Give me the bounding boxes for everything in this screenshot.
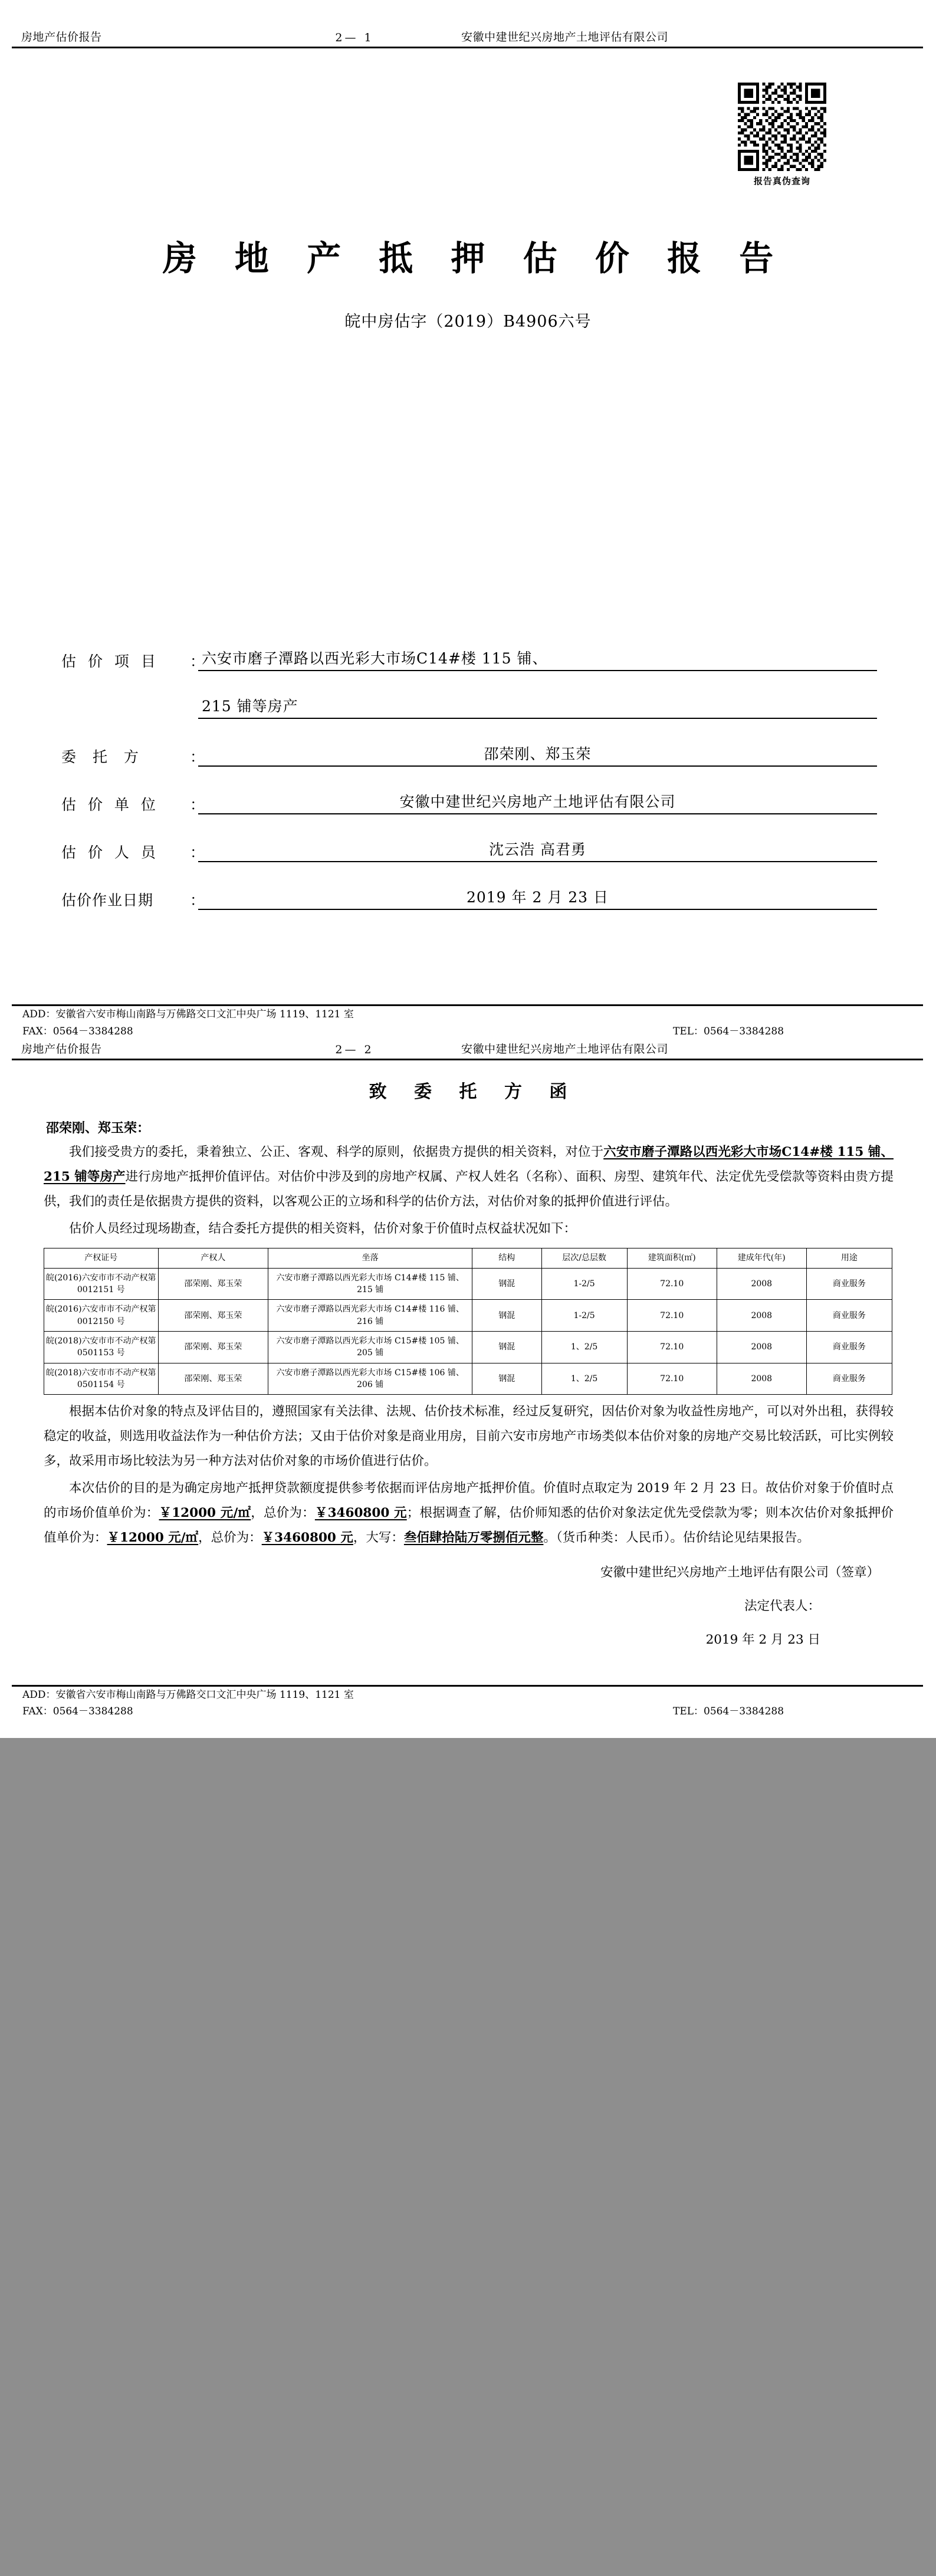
- cover-field-list: [61, 647, 877, 910]
- market-total-price: ￥3460800 元: [314, 1505, 407, 1520]
- field-colon: ：: [190, 748, 205, 765]
- market-unit-price: ￥12000 元/㎡: [159, 1505, 251, 1520]
- field-row-project-line2: [61, 695, 877, 719]
- mortgage-unit-price: ￥12000 元/㎡: [107, 1530, 199, 1545]
- field-value-project-line2[interactable]: 215 铺等房产: [198, 695, 877, 719]
- cell-owner: 邵荣刚、郑玉荣: [158, 1268, 268, 1300]
- th-floor: 层次/总层数: [541, 1248, 627, 1268]
- footer-tel: TEL：0564－3384288: [673, 1025, 784, 1037]
- para4-part-d: ，总价为：: [198, 1530, 262, 1545]
- header-rule: [12, 1059, 923, 1060]
- running-header-page2: [0, 1040, 936, 1059]
- table-row: [44, 1300, 892, 1332]
- th-year: 建成年代(年): [717, 1248, 806, 1268]
- field-row-appraisers: [61, 838, 877, 862]
- footer-fax: FAX：0564－3384288: [22, 1025, 133, 1037]
- footer-tel: TEL：0564－3384288: [673, 1706, 784, 1718]
- cell-cert-no: 皖(2018)六安市市不动产权第 0501154 号: [44, 1363, 159, 1395]
- letter-paragraph-4: [0, 1476, 936, 1550]
- header-rule: [12, 47, 923, 48]
- field-label-appraisers: 估 价 人 员: [61, 844, 159, 861]
- th-location: 坐落: [268, 1248, 472, 1268]
- cover-sheet: [0, 0, 936, 1040]
- field-value-client[interactable]: 邵荣刚、郑玉荣: [198, 742, 877, 767]
- table-header-row: [44, 1248, 892, 1268]
- cell-structure: 钢混: [472, 1268, 541, 1300]
- field-value-work-date[interactable]: 2019 年 2 月 23 日: [198, 886, 877, 910]
- company-signature: 安徽中建世纪兴房地产土地评估有限公司（签章）: [600, 1565, 879, 1580]
- cell-use: 商业服务: [806, 1363, 892, 1395]
- th-structure: 结构: [472, 1248, 541, 1268]
- para4-part-a: 本次估价的目的是为确定房地产抵押贷款额度提供参考依据而评估房地产抵押价值。价值时点取定为 2019 年 2 月 23 日。故估价对象于价值时点的市场价值单价为：: [44, 1480, 894, 1520]
- th-cert-no: 产权证号: [44, 1248, 159, 1268]
- cell-floor: 1、2/5: [541, 1331, 627, 1363]
- legal-representative: 法定代表人：: [744, 1598, 820, 1614]
- letter-paragraph-3: 根据本估价对象的特点及评估目的，遵照国家有关法律、法规、估价技术标准，经过反复研究，因估价对象为收益性房地产，可以对外出租，获得较稳定的收益，则选用收益法作为一种估价方法；又由于估价对象是商业用房，目前六安市房地产市场类似本估价对象的房地产交易比较活跃，可比实例较多，故采用市场比较法为另一种方法对估价对象的市场价值进行估价。: [44, 1404, 894, 1468]
- qr-caption: 报告真伪查询: [753, 176, 810, 186]
- footer-add-value: 安徽省六安市梅山南路与万佛路交口文汇中央广场 1119、1121 室: [55, 1688, 354, 1701]
- amount-in-words: 叁佰肆拾陆万零捌佰元整: [403, 1530, 544, 1545]
- letter-sheet: [0, 1040, 936, 1739]
- field-colon: ：: [190, 653, 205, 670]
- footer-add-value: 安徽省六安市梅山南路与万佛路交口文汇中央广场 1119、1121 室: [55, 1008, 354, 1020]
- running-header-company: 安徽中建世纪兴房地产土地评估有限公司: [461, 1042, 669, 1056]
- cell-year: 2008: [717, 1268, 806, 1300]
- cell-floor: 1、2/5: [541, 1363, 627, 1395]
- cell-structure: 钢混: [472, 1331, 541, 1363]
- cell-cert-no: 皖(2016)六安市市不动产权第 0012150 号: [44, 1300, 159, 1332]
- footer-add-label: ADD：: [22, 1688, 56, 1701]
- th-owner: 产权人: [158, 1248, 268, 1268]
- field-label-appraisal-firm: 估 价 单 位: [61, 796, 159, 813]
- cell-area: 72.10: [627, 1268, 717, 1300]
- para1-part-a: 我们接受贵方的委托，秉着独立、公正、客观、科学的原则，依据贵方提供的相: [69, 1144, 515, 1159]
- qr-code-icon: [738, 83, 826, 171]
- cell-floor: 1-2/5: [541, 1268, 627, 1300]
- cell-structure: 钢混: [472, 1300, 541, 1332]
- para4-part-c: ；根据调查了解，估价师知悉的估价对象法定优先受偿款为零；则本次估价对象抵押价值单价为：: [44, 1505, 894, 1545]
- para4-part-f: 。（货币种类：人民币）。估价结论见结果报告。: [543, 1530, 810, 1545]
- report-number: 皖中房估字（2019）B4906六号: [344, 313, 592, 331]
- running-header-company: 安徽中建世纪兴房地产土地评估有限公司: [461, 31, 669, 44]
- cell-use: 商业服务: [806, 1268, 892, 1300]
- running-header-left: 房地产估价报告: [21, 1042, 102, 1056]
- para4-part-b: ，总价为：: [251, 1505, 315, 1520]
- letter-salutation: 邵荣刚、郑玉荣：: [46, 1121, 150, 1136]
- field-value-appraisal-firm[interactable]: 安徽中建世纪兴房地产土地评估有限公司: [198, 790, 877, 814]
- cell-year: 2008: [717, 1331, 806, 1363]
- cell-location: 六安市磨子潭路以西光彩大市场 C15#楼 106 铺、206 铺: [268, 1363, 472, 1395]
- running-header-left: 房地产估价报告: [21, 31, 102, 44]
- letter-paragraph-1: [0, 1140, 936, 1214]
- cell-location: 六安市磨子潭路以西光彩大市场 C14#楼 115 铺、215 铺: [268, 1268, 472, 1300]
- footer-fax: FAX：0564－3384288: [22, 1706, 133, 1718]
- signature-date: 2019 年 2 月 23 日: [705, 1632, 820, 1648]
- cell-cert-no: 皖(2018)六安市市不动产权第 0501153 号: [44, 1331, 159, 1363]
- cell-structure: 钢混: [472, 1363, 541, 1395]
- cell-area: 72.10: [627, 1331, 717, 1363]
- field-colon: ：: [190, 796, 205, 813]
- th-use: 用途: [806, 1248, 892, 1268]
- field-value-project[interactable]: 六安市磨子潭路以西光彩大市场C14#楼 115 铺、: [198, 647, 877, 671]
- th-area: 建筑面积(㎡): [627, 1248, 717, 1268]
- cell-location: 六安市磨子潭路以西光彩大市场 C15#楼 105 铺、205 铺: [268, 1331, 472, 1363]
- cell-floor: 1-2/5: [541, 1300, 627, 1332]
- cell-location: 六安市磨子潭路以西光彩大市场 C14#楼 116 铺、216 铺: [268, 1300, 472, 1332]
- para1-part-b: 关资料，对位于: [514, 1144, 604, 1159]
- cell-owner: 邵荣刚、郑玉荣: [158, 1363, 268, 1395]
- para1-subject-underlined: 六安市磨子潭路以西光彩大市场C14#楼 115 铺、215 铺等房产: [44, 1144, 894, 1184]
- cell-area: 72.10: [627, 1363, 717, 1395]
- para4-part-e: ，大写：: [353, 1530, 404, 1545]
- letter-title: 致 委 托 方 函: [369, 1081, 578, 1102]
- table-row: [44, 1268, 892, 1300]
- mortgage-total-price: ￥3460800 元: [261, 1530, 353, 1545]
- cell-use: 商业服务: [806, 1300, 892, 1332]
- field-row-client: [61, 742, 877, 767]
- page-footer-1: [0, 1006, 936, 1040]
- running-header-page1: [0, 28, 936, 47]
- field-label-work-date: 估价作业日期: [61, 892, 154, 909]
- cell-use: 商业服务: [806, 1331, 892, 1363]
- cell-cert-no: 皖(2016)六安市市不动产权第 0012151 号: [44, 1268, 159, 1300]
- property-table-wrap: [0, 1243, 936, 1399]
- field-row-project: [61, 647, 877, 671]
- page-title: 房 地 产 抵 押 估 价 报 告: [162, 238, 787, 278]
- table-row: [44, 1363, 892, 1395]
- letter-paragraph-2: 估价人员经过现场勘查，结合委托方提供的相关资料，估价对象于价值时点权益状况如下：: [69, 1221, 577, 1236]
- cell-year: 2008: [717, 1300, 806, 1332]
- para1-part-c: 进行房地产抵押价值评估。对估价中涉及到的房地产权属、产权人姓名（名称）、面积、房型、建筑年代、法定优先受偿款等资料由贵方提供，我们的责任是依据贵方提供的资料，以客观公正的立场和科学的估价方法，对估价对象的抵押价值进行评估。: [44, 1169, 894, 1209]
- footer-add-label: ADD：: [22, 1008, 56, 1020]
- field-label-project: 估 价 项 目: [61, 653, 159, 670]
- field-colon: ：: [190, 892, 205, 909]
- field-value-appraisers[interactable]: 沈云浩 高君勇: [198, 838, 877, 862]
- field-row-work-date: [61, 886, 877, 910]
- property-table: [44, 1248, 892, 1395]
- qr-block: [57, 83, 879, 187]
- field-colon: ：: [190, 844, 205, 861]
- page-footer-2: [0, 1687, 936, 1721]
- field-row-appraisal-firm: [61, 790, 877, 814]
- cell-area: 72.10: [627, 1300, 717, 1332]
- table-row: [44, 1331, 892, 1363]
- cell-owner: 邵荣刚、郑玉荣: [158, 1300, 268, 1332]
- running-header-page-number: 2— 2: [335, 1043, 374, 1056]
- running-header-page-number: 2— 1: [335, 31, 374, 44]
- cell-year: 2008: [717, 1363, 806, 1395]
- cell-owner: 邵荣刚、郑玉荣: [158, 1331, 268, 1363]
- field-label-client: 委 托 方: [61, 748, 144, 765]
